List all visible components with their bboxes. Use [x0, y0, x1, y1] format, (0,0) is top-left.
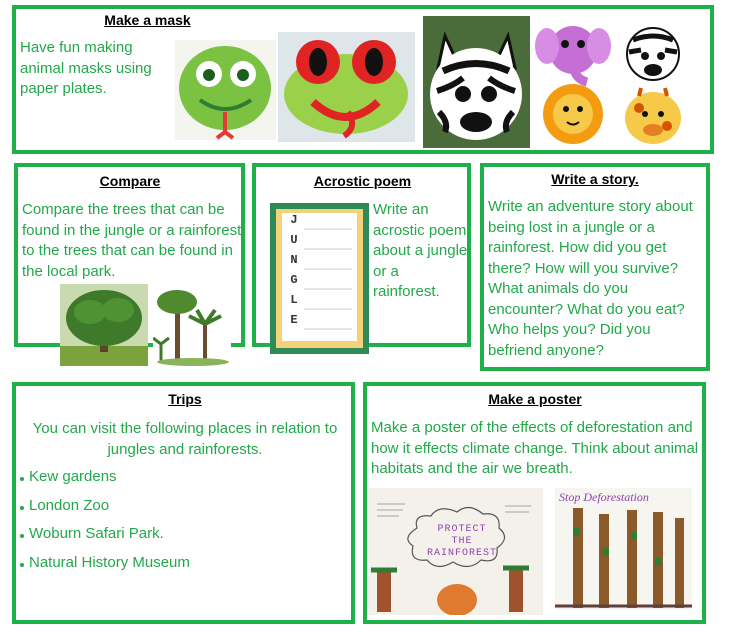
bullet-icon — [20, 506, 24, 510]
compare-text: Compare the trees that can be found in the jungle or a rainforest to the trees that can be found in the local park. — [22, 201, 242, 280]
acrostic-poem-text: Write an acrostic poem about a jungle or a rainforest. — [373, 201, 468, 300]
write-a-story-text: Write an adventure story about being lost in a jungle or a rainforest. How did you get there? How will you survive? What animals do you encounter? What do you eat? Who helps you? Did you befriend anyone? — [488, 198, 693, 359]
trip-place: Woburn Safari Park. — [29, 525, 164, 542]
acrostic-poem-title: Acrostic poem — [313, 173, 412, 189]
compare-title: Compare — [99, 173, 161, 189]
snake-mask-image — [175, 40, 276, 140]
list-item — [20, 525, 340, 554]
zebra-mask-image — [423, 16, 530, 148]
rainforest-trees-image — [153, 284, 231, 366]
acrostic-letter: U — [290, 233, 298, 247]
list-item — [20, 468, 340, 497]
trip-place: Kew gardens — [29, 468, 117, 485]
frog-mask-image — [278, 32, 415, 142]
make-a-mask-title: Make a mask — [104, 12, 191, 28]
jungle-acrostic-letters — [288, 213, 300, 333]
make-a-poster-text: Make a poster of the effects of deforestation and how it effects climate change. Think about animal habitats and the air we breath. — [371, 419, 699, 477]
write-a-story-title: Write a story. — [551, 171, 639, 187]
protect-rainforest-drawing-image — [369, 488, 543, 615]
stop-deforestation-drawing-image — [555, 488, 692, 610]
stop-deforestation-drawing-text: Stop Deforestation — [559, 490, 649, 504]
animal-masks-collage-image — [533, 16, 690, 148]
park-tree-image — [60, 284, 148, 366]
make-a-poster-title: Make a poster — [488, 391, 582, 407]
acrostic-letter: N — [290, 253, 298, 267]
list-item — [20, 554, 340, 583]
trip-place: Natural History Museum — [29, 553, 190, 571]
bullet-icon — [20, 477, 24, 481]
protect-rainforest-drawing-text: PROTECT THE RAINFOREST — [427, 524, 498, 559]
bullet-icon — [20, 563, 24, 567]
trips-places-list — [20, 468, 340, 582]
trip-place: London Zoo — [29, 496, 110, 514]
make-a-mask-text: Have fun making animal masks using paper plates. — [20, 39, 152, 97]
bullet-icon — [20, 534, 24, 538]
trips-title: Trips — [168, 391, 202, 407]
acrostic-template-image — [270, 203, 369, 354]
acrostic-letter: E — [290, 313, 298, 327]
acrostic-letter: L — [290, 293, 298, 307]
acrostic-letter: G — [290, 273, 298, 287]
acrostic-letter: J — [290, 213, 298, 227]
trips-intro-text: You can visit the following places in relation to jungles and rainforests. — [32, 420, 338, 458]
list-item — [20, 497, 340, 526]
